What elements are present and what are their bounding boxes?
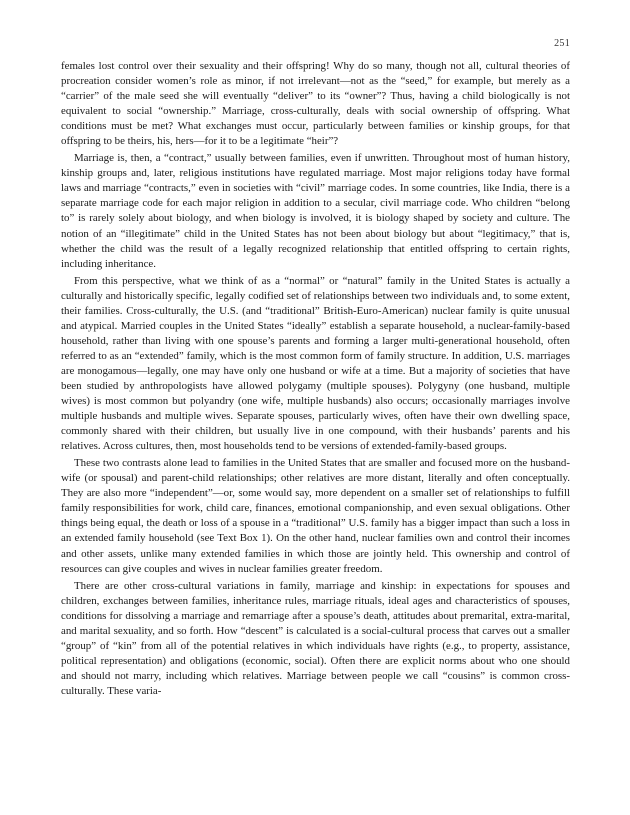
- body-text: [61, 59, 570, 699]
- paragraph-3: From this perspective, what we think of as a “normal” or “natural” family in the United States is actually a culturally and historically specific, legally codified set of relationships between two individuals and, to some extent, their families. Cross-culturally, the U.S. (and “traditional” British-Euro-American) nuclear family is quite unusual and atypical. Married couples in the United States “ideally” establish a separate household, a nuclear-family-based household, rather than living with one spouse’s parents and forming a larger multi-generational household, often referred to as an “extended” family, which is the most common form of family structure. In addition, U.S. marriages are monogamous—legally, one may have only one husband or wife at a time. But a majority of societies that have been studied by anthropologists have allowed polygamy (multiple spouses). Polygyny (one husband, multiple wives) is most common but polyandry (one wife, multiple husbands) also occurs; occasionally marriages involve multiple husbands and multiple wives. Separate spouses, particularly wives, often have their own dwelling space, commonly shared with their children, but usually live in one compound, with their husbands’ parents and his relatives. Across cultures, then, most households tend to be versions of extended-family-based groups.: [61, 274, 570, 453]
- paragraph-2: Marriage is, then, a “contract,” usually between families, even if unwritten. Throughout most of human history, kinship groups and, later, religious institutions have regulated marriage. Most major religions today have formal laws and marriage “contracts,” even in societies with “civil” marriage codes. In some countries, like India, there is a separate marriage code for each major religion in addition to a secular, civil marriage code. Who children “belong to” is rarely solely about biology, and when biology is involved, it is biology shaped by society and culture. The notion of an “illegitimate” child in the United States has not been about biology but about “legitimacy,” that is, whether the child was the result of a legally recognized relationship that entitled offspring to certain rights, including inheritance.: [61, 152, 570, 270]
- paragraph-4: These two contrasts alone lead to families in the United States that are smaller and focused more on the husband-wife (or spousal) and parent-child relationships; other relatives are more distant, literally and often conceptually. They are also more “independent”—or, some would say, more dependent on a smaller set of relationships to fulfill family responsibilities for work, child care, finances, emotional companionship, and even sexual obligations. Other things being equal, the death or loss of a spouse in a “traditional” U.S. family has a bigger impact than such a loss in an extended family household (see Text Box 1). On the other hand, nuclear families own and control their incomes and other assets, unlike many extended families in which those are jointly held. This ownership and control of resources can give couples and wives in nuclear families greater freedom.: [61, 457, 570, 575]
- paragraph-5: There are other cross-cultural variations in family, marriage and kinship: in expectations for spouses and children, exchanges between families, inheritance rules, marriage rituals, ideal ages and characteristics of spouses, conditions for dissolving a marriage and remarriage after a spouse’s death, attitudes about premarital, extra-marital, and marital sexuality, and so forth. How “descent” is calculated is a social-cultural process that carves out a smaller “group” of “kin” from all of the potential relatives in which individuals have rights (e.g., to property, assistance, political representation) and obligations (economic, social). Often there are explicit norms about who one should and should not marry, including which relatives. Marriage between people we call “cousins” is common cross-culturally. These varia-: [61, 579, 570, 697]
- paragraph-1: females lost control over their sexuality and their offspring! Why do so many, though not all, cultural theories of procreation consider women’s role as minor, if not irrelevant—not as the “seed,” for example, but merely as a “carrier” of the male seed she will eventually “deliver” to its “owner”? Thus, having a child biologically is not equivalent to social “ownership.” Marriage, cross-culturally, deals with social ownership of offspring. What conditions must be met? What exchanges must occur, particularly between families or kinship groups, for that offspring to be theirs, his, hers—for it to be a legitimate “heir”?: [61, 60, 570, 148]
- page-number: 251: [554, 38, 570, 49]
